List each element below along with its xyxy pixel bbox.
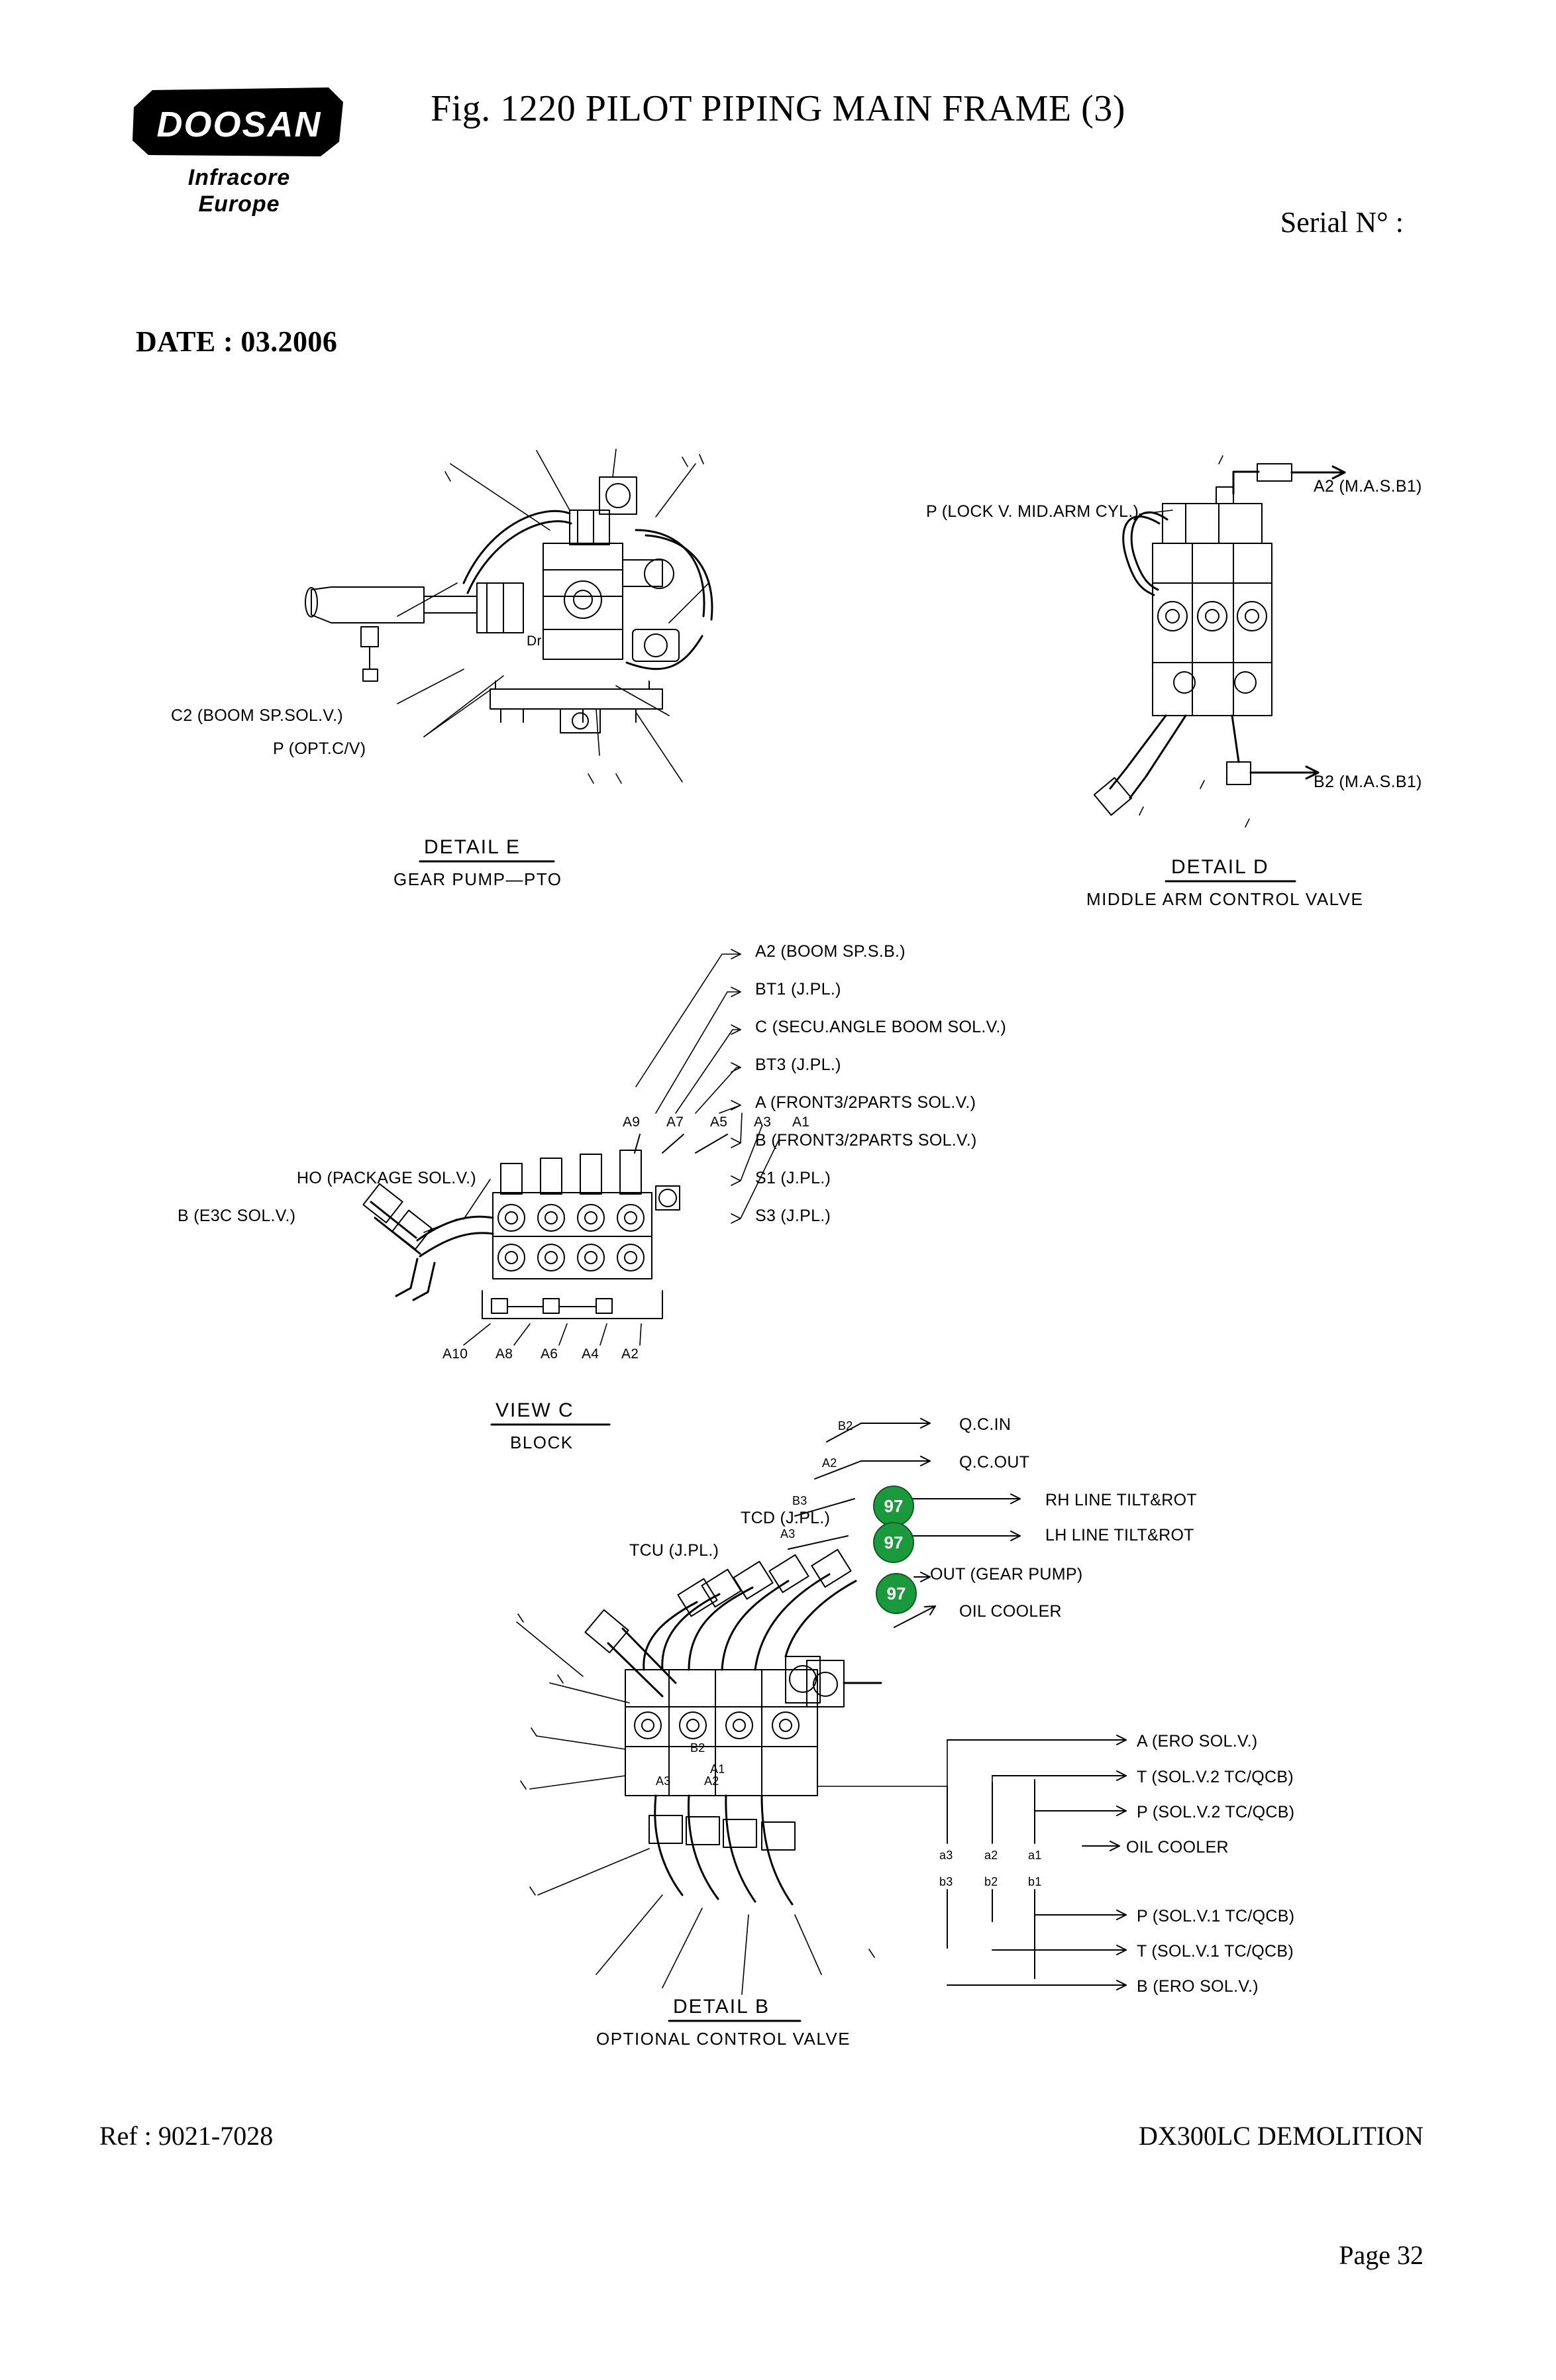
port-label-a3-top: A3 xyxy=(780,1527,796,1541)
port-label-b3-top: B3 xyxy=(792,1494,807,1507)
logo-subtitle-line2: Europe xyxy=(198,191,280,217)
label-s1-jpl: S1 (J.PL.) xyxy=(755,1169,831,1187)
label-out-gear-pump: OUT (GEAR PUMP) xyxy=(930,1565,1083,1584)
label-ho-package-solv: HO (PACKAGE SOL.V.) xyxy=(297,1169,477,1187)
port-label-b2-top: B2 xyxy=(838,1419,853,1433)
label-t-solv2-tc-qcb: T (SOL.V.2 TC/QCB) xyxy=(1137,1768,1294,1786)
logo-subtitle-line1: Infracore xyxy=(187,165,291,190)
detail-d-subtitle: MIDDLE ARM CONTROL VALVE xyxy=(1086,889,1364,909)
port-label-a1-valve: A1 xyxy=(710,1762,725,1776)
port-label-a3-valve: A3 xyxy=(656,1774,671,1788)
label-tcu-jpl: TCU (J.PL.) xyxy=(629,1541,719,1560)
view-c-subtitle: BLOCK xyxy=(510,1433,574,1452)
label-lh-line-tilt-rot: LH LINE TILT&ROT xyxy=(1045,1526,1194,1544)
label-rh-line-tilt-rot: RH LINE TILT&ROT xyxy=(1045,1491,1197,1509)
label-b-ero-solv: B (ERO SOL.V.) xyxy=(1137,1977,1259,1996)
port-label-a1-bottom: a1 xyxy=(1028,1849,1042,1862)
port-label-a9: A9 xyxy=(623,1114,641,1130)
balloon-97-a[interactable]: 97 xyxy=(873,1486,914,1527)
label-b2-mas-b1: B2 (M.A.S.B1) xyxy=(1314,773,1422,791)
port-label-a8: A8 xyxy=(495,1346,513,1362)
label-p-solv2-tc-qcb: P (SOL.V.2 TC/QCB) xyxy=(1137,1803,1295,1821)
port-label-a7: A7 xyxy=(666,1114,684,1130)
label-bt1-jpl: BT1 (J.PL.) xyxy=(755,980,841,999)
label-oil-cooler-top: OIL COOLER xyxy=(959,1602,1062,1621)
label-p-solv1-tc-qcb: P (SOL.V.1 TC/QCB) xyxy=(1137,1907,1295,1925)
port-label-b2-bottom: b2 xyxy=(984,1875,998,1888)
label-qc-out: Q.C.OUT xyxy=(959,1453,1030,1472)
port-label-a10: A10 xyxy=(442,1346,468,1362)
label-s3-jpl: S3 (J.PL.) xyxy=(755,1207,831,1225)
label-dr: Dr xyxy=(527,633,542,649)
label-bt3-jpl: BT3 (J.PL.) xyxy=(755,1055,841,1074)
label-b-e3c-solv: B (E3C SOL.V.) xyxy=(178,1207,296,1225)
label-oil-cooler-bottom: OIL COOLER xyxy=(1126,1838,1229,1857)
detail-d-title: DETAIL D xyxy=(1171,856,1269,878)
balloon-97-b[interactable]: 97 xyxy=(873,1522,914,1563)
svg-text:DOOSAN: DOOSAN xyxy=(156,105,322,144)
label-a-front32parts-solv: A (FRONT3/2PARTS SOL.V.) xyxy=(755,1093,976,1112)
port-label-a5: A5 xyxy=(710,1114,728,1130)
port-label-a1: A1 xyxy=(792,1114,810,1130)
balloon-97-c[interactable]: 97 xyxy=(876,1573,917,1614)
port-label-a2: A2 xyxy=(621,1346,639,1362)
port-label-a6: A6 xyxy=(541,1346,558,1362)
detail-b-subtitle: OPTIONAL CONTROL VALVE xyxy=(596,2029,851,2049)
date-label: DATE : 03.2006 xyxy=(136,325,338,358)
label-p-opt-cv: P (OPT.C/V) xyxy=(273,739,366,758)
label-a-ero-solv: A (ERO SOL.V.) xyxy=(1137,1732,1258,1751)
detail-e-title: DETAIL E xyxy=(424,836,521,858)
label-t-solv1-tc-qcb: T (SOL.V.1 TC/QCB) xyxy=(1137,1942,1294,1961)
machine-model: DX300LC DEMOLITION xyxy=(1139,2121,1424,2151)
label-b-front32parts-solv: B (FRONT3/2PARTS SOL.V.) xyxy=(755,1131,977,1150)
label-tcd-jpl: TCD (J.PL.) xyxy=(741,1509,831,1527)
port-label-a4: A4 xyxy=(582,1346,599,1362)
detail-b-title: DETAIL B xyxy=(673,1996,770,2018)
serial-number-label: Serial N° : xyxy=(1280,206,1404,239)
detail-e-subtitle: GEAR PUMP—PTO xyxy=(393,869,562,889)
port-label-b1-bottom: b1 xyxy=(1028,1875,1042,1888)
port-label-b2-valve: B2 xyxy=(690,1741,705,1755)
port-label-b3-bottom: b3 xyxy=(939,1875,953,1888)
port-label-a3-bottom: a3 xyxy=(939,1849,953,1862)
label-c2-boom-sp-solv: C2 (BOOM SP.SOL.V.) xyxy=(171,706,343,725)
port-label-a3: A3 xyxy=(754,1114,772,1130)
page-number: Page 32 xyxy=(1339,2240,1424,2270)
label-c-secu-angle-boom-solv: C (SECU.ANGLE BOOM SOL.V.) xyxy=(755,1018,1007,1036)
view-c-title: VIEW C xyxy=(495,1399,574,1421)
port-label-a2-valve: A2 xyxy=(704,1774,719,1788)
label-a2-mas-b1: A2 (M.A.S.B1) xyxy=(1314,477,1422,496)
page-title: Fig. 1220 PILOT PIPING MAIN FRAME (3) xyxy=(431,88,1125,129)
label-qc-in: Q.C.IN xyxy=(959,1415,1011,1434)
label-a2-boom-sp-sb: A2 (BOOM SP.S.B.) xyxy=(755,942,906,961)
label-p-lock-v-mid-arm-cyl: P (LOCK V. MID.ARM CYL.) xyxy=(926,502,1139,521)
reference-number: Ref : 9021-7028 xyxy=(99,2121,274,2151)
port-label-a2-bottom: a2 xyxy=(984,1849,998,1862)
port-label-a2-top: A2 xyxy=(822,1456,837,1470)
